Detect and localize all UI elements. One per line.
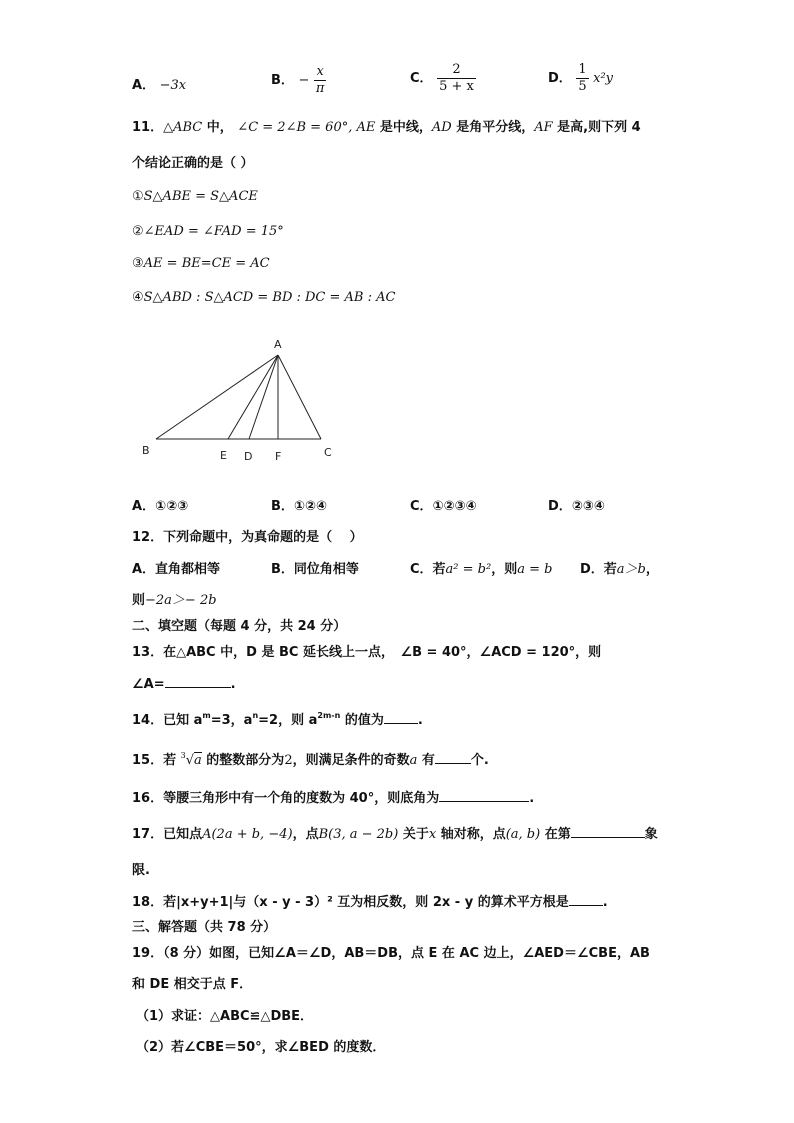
vertex-label-c: C [324, 446, 332, 459]
vertex-label-b: B [142, 444, 150, 457]
q12-option-a[interactable]: A．直角都相等 [132, 562, 221, 577]
q10-option-d[interactable] [548, 62, 613, 95]
q16-stem [132, 787, 534, 806]
option-label: D． [548, 71, 572, 86]
text: 的值为 [340, 713, 384, 728]
q12-stem: 12．下列命题中，为真命题的是（ ） [132, 530, 363, 545]
q11-conclusion-4 [132, 290, 395, 305]
q10-option-b[interactable] [271, 64, 326, 97]
text: 则 [132, 593, 146, 608]
text: . [417, 713, 423, 728]
q19-part-1: （1）求证：△ABC≌△DBE． [136, 1009, 314, 1024]
text: 16．等腰三角形中有一个角的度数为 40°，则底角为 [132, 791, 440, 806]
math-expr: ∠EAD = ∠FAD = 15° [143, 224, 284, 239]
point-label-e: E [220, 449, 227, 462]
text: 17．已知点 [132, 827, 203, 842]
exponent: n [252, 711, 259, 720]
q19-part-2: （2）若∠CBE＝50°，求∠BED 的度数． [136, 1040, 386, 1055]
exponent: 2m-n [317, 711, 341, 720]
text: 18．若|x+y+1|与（x - y - 3）² 互为相反数，则 2x - y 的算术平方根是 [132, 895, 569, 910]
section-heading-fill-blank: 二、填空题（每题 4 分，共 24 分） [132, 619, 347, 634]
q11-conclusion-2 [132, 224, 284, 239]
text: 14．已知 a [132, 713, 203, 728]
answer-blank[interactable] [384, 711, 418, 724]
math-expr: AF [534, 120, 553, 135]
math-expr: a² = b² [445, 562, 492, 577]
circled-number: ③ [132, 256, 144, 271]
numerator: 2 [437, 62, 476, 79]
option-label: A． [132, 78, 156, 93]
segment-ab [156, 355, 278, 439]
math-var: x [428, 827, 437, 842]
q11-stem-line1 [132, 116, 641, 135]
math-expr: △ABC [163, 120, 203, 135]
root-index: 3 [180, 751, 186, 760]
q11-conclusion-1 [132, 189, 258, 204]
text: ， [645, 562, 659, 577]
answer-blank[interactable] [571, 825, 645, 838]
segment-ac [278, 355, 321, 439]
q14-stem [132, 709, 423, 728]
text: 轴对称，点 [436, 827, 506, 842]
text: =2，则 a [258, 713, 318, 728]
text: D．若 [580, 562, 617, 577]
q15-stem [132, 749, 489, 768]
q11-option-b[interactable]: B．①②④ [271, 499, 327, 514]
math-var: a [409, 753, 418, 768]
option-label: B． [271, 73, 294, 88]
text: 象 [644, 827, 658, 842]
numerator: 1 [578, 62, 587, 77]
math-expr: a = b [517, 562, 553, 577]
text: 有 [417, 753, 435, 768]
q11-option-a[interactable]: A．①②③ [132, 499, 189, 514]
math-expr: (a, b) [505, 827, 541, 842]
text: ，点 [292, 827, 319, 842]
text: C．若 [410, 562, 446, 577]
point-label-f: F [275, 450, 282, 463]
q18-stem [132, 891, 608, 910]
q12-option-c[interactable] [410, 558, 552, 577]
text: 关于 [398, 827, 429, 842]
denominator: π [315, 81, 325, 96]
q10-option-a[interactable] [132, 74, 186, 93]
option-expr: x²y [593, 71, 614, 86]
q11-option-c[interactable]: C．①②③④ [410, 499, 477, 514]
q12-option-d-continued [132, 589, 217, 608]
q11-conclusion-3 [132, 256, 270, 271]
math-expr: AE = BE=CE = AC [143, 256, 270, 271]
q10-option-c[interactable] [410, 62, 476, 95]
math-number: 2 [284, 753, 293, 768]
text: 的整数部分为 [201, 753, 285, 768]
fraction [314, 64, 327, 97]
math-expr: −2a＞− 2b [145, 593, 217, 608]
text: 是中线， [375, 120, 432, 135]
text: ∠A= [132, 677, 165, 692]
text: ，则 [491, 562, 518, 577]
text: ，则满足条件的奇数 [292, 753, 410, 768]
text: =3，a [210, 713, 253, 728]
q11-stem-line2: 个结论正确的是（ ） [132, 156, 254, 171]
text: 15．若 [132, 753, 177, 768]
exponent: m [202, 711, 211, 720]
math-expr: AD [431, 120, 452, 135]
q13-stem: 13．在△ABC 中，D 是 BC 延长线上一点， ∠B = 40°，∠ACD = 120°，则 [132, 645, 602, 660]
denominator: 5 + x [439, 79, 474, 94]
section-heading-solve: 三、解答题（共 78 分） [132, 920, 277, 935]
answer-blank[interactable] [435, 751, 471, 764]
math-expr: S△ABE = S△ACE [143, 189, 258, 204]
option-expr: −3x [159, 78, 187, 93]
text: 是角平分线， [451, 120, 535, 135]
q12-option-d[interactable] [580, 558, 659, 577]
answer-blank[interactable] [569, 893, 603, 906]
minus-sign: − [298, 73, 310, 88]
vertex-label-a: A [274, 338, 282, 351]
radicand: a [194, 753, 202, 768]
option-label: C． [410, 71, 433, 86]
q12-option-b[interactable]: B．同位角相等 [271, 562, 359, 577]
text: 是高,则下列 4 [552, 120, 641, 135]
denominator: 5 [578, 79, 587, 94]
q17-stem-line2: 限. [132, 863, 150, 878]
q11-option-d[interactable]: D．②③④ [548, 499, 605, 514]
fraction [437, 62, 476, 95]
q17-stem [132, 823, 658, 842]
answer-blank[interactable] [439, 789, 529, 802]
q19-stem-line1: 19．（8 分）如图，已知∠A＝∠D，AB＝DB，点 E 在 AC 边上，∠AED＝∠CBE，AB [132, 946, 650, 961]
q13-answer-line [132, 675, 236, 692]
answer-blank[interactable] [165, 675, 231, 688]
math-expr: B(3, a − 2b) [318, 827, 399, 842]
text: . [602, 895, 608, 910]
fraction [576, 62, 588, 95]
math-expr: a＞b [616, 562, 646, 577]
cube-root: $^3$√a [180, 751, 202, 768]
math-expr: S△ABD : S△ACD = BD : DC = AB : AC [143, 290, 396, 305]
triangle-figure [130, 330, 350, 470]
circled-number: ④ [132, 290, 144, 305]
math-expr: A(2a + b, −4) [202, 827, 293, 842]
text: 个. [470, 753, 489, 768]
circled-number: ① [132, 189, 144, 204]
point-label-d: D [244, 450, 253, 463]
text: . [529, 791, 535, 806]
numerator: x [314, 64, 327, 81]
text: 中， [202, 120, 233, 135]
math-expr: ∠C = 2∠B = 60°, AE [237, 120, 376, 135]
q19-stem-line2: 和 DE 相交于点 F． [132, 977, 253, 992]
text: 在第 [540, 827, 571, 842]
text: . [230, 677, 236, 692]
question-number: 11． [132, 120, 164, 135]
circled-number: ② [132, 224, 144, 239]
